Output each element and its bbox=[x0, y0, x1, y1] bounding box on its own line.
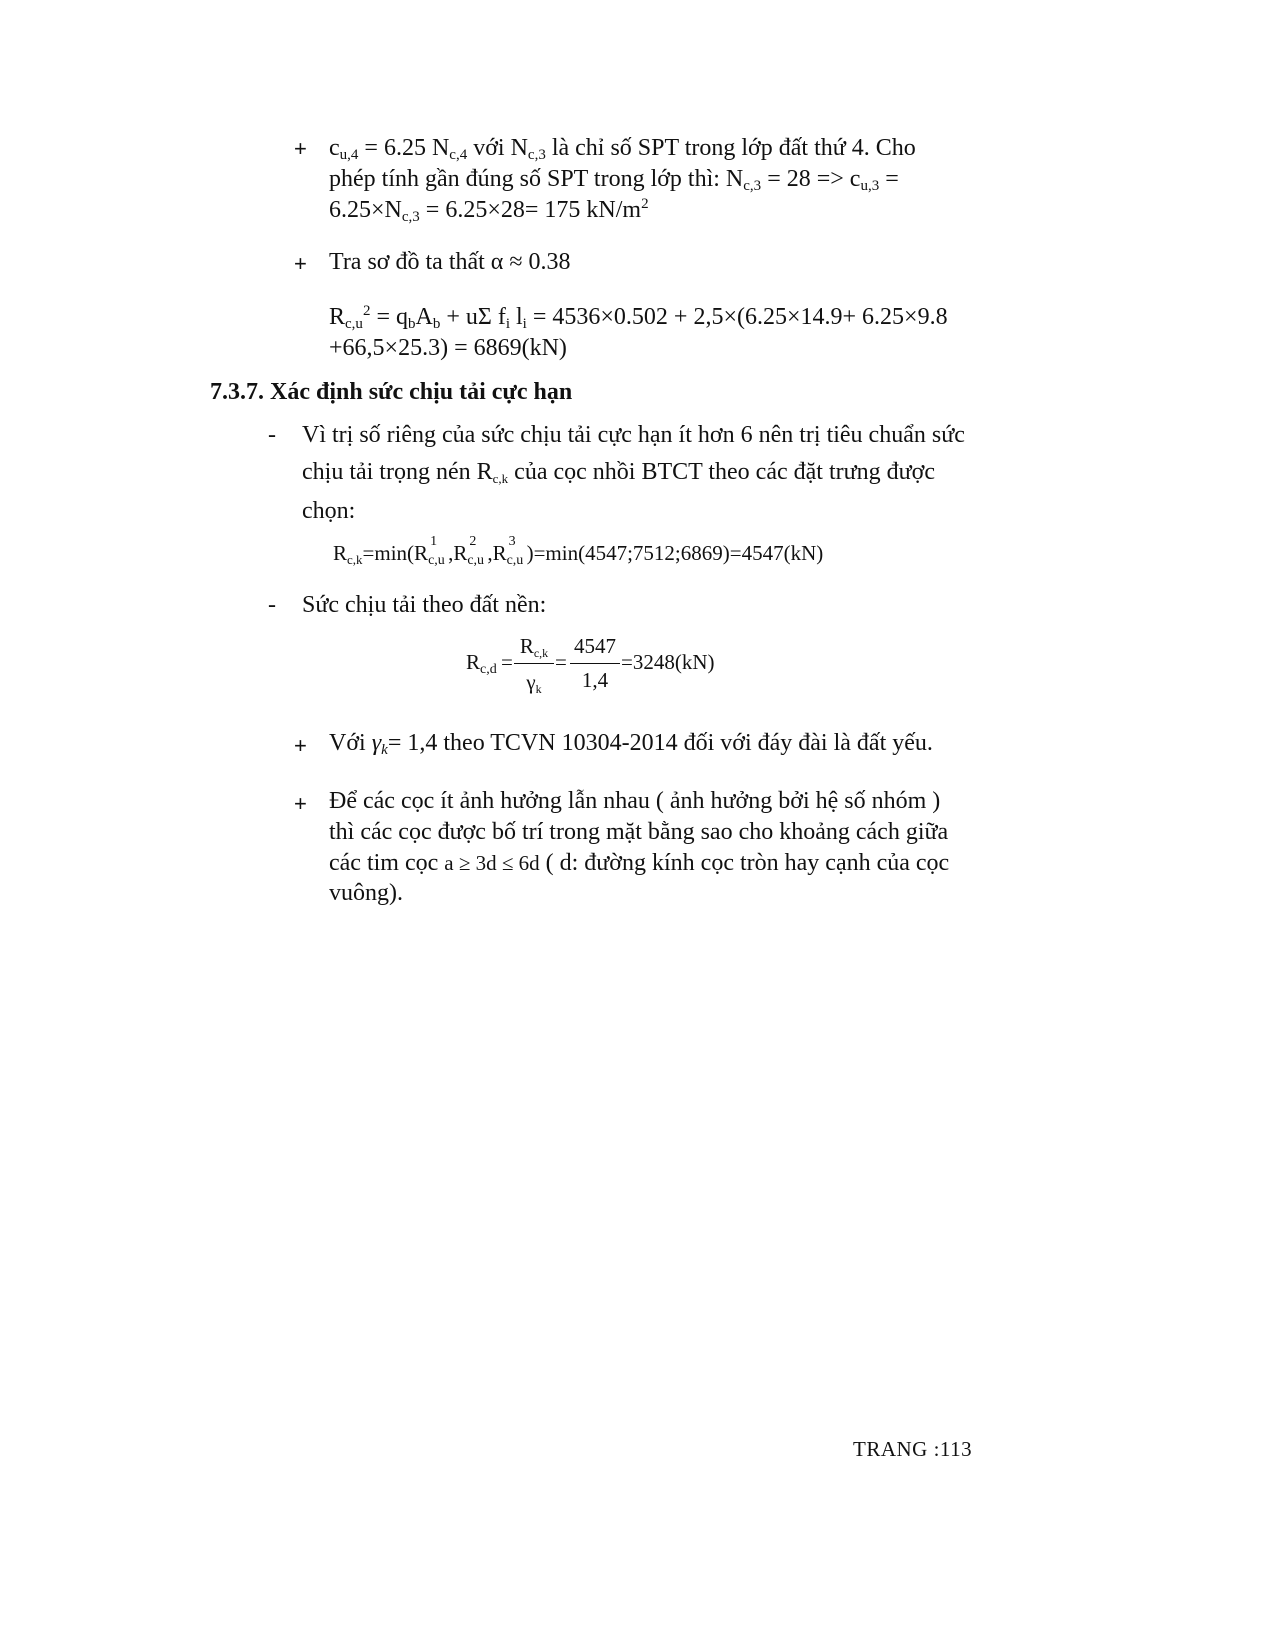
paragraph-line: chịu tải trọng nén $R_{c,k}$ của cọc nhồi BTCT theo các đặt trưng được bbox=[302, 459, 935, 486]
fraction-numerator: 4547 bbox=[574, 634, 616, 658]
dash-marker: - bbox=[268, 592, 276, 618]
document-page: + $c_{u,4} = 6.25$ $N_{c,4}$ với $N_{c,3}$ là chỉ số SPT trong lớp đất thứ 4. Cho phép tính gần đúng số SPT trong lớp thì: $N_{c,3} = 28 => c_{u,3}$ = $6.25\times N_{c,3} = 6.25\times 28= 175$ $kN/m^2$ + Tra sơ đồ ta thất α ≈ 0.38 $R_{c,u}^2 = q_bA_b + u\Sigma$ $f_i$ $l_i = 4536\times 0.502 + 2,5\times(6.25\times 14.9+ 6.25\times 9.8$ +66,5×25.3) = 6869(kN) 7.3.7. Xác định sức chịu tải cực hạn - Vì trị số riêng của sức chịu tải cực hạn ít hơn 6 nên trị tiêu chuẩn sức chịu tải trọng nén $R_{c,k}$ của cọc nhồi BTCT theo các đặt trưng được chọn: $R_{c,k}=\min(R$ 1 c,u ,R 2 c,u ,R 3 c,u )=min(4547;7512;6869)=4547(kN) - Sức chịu tải theo đất nền: $R_{c,d}$ = $R_{c,k}$ $\gamma_k$ = 4547 1,4 =3248(kN) + Với $\gamma_k= 1,4$ theo TCVN 10304-2014 đối với đáy đài là đất yếu. + Để các cọc ít ảnh hưởng lẫn nhau ( ảnh hưởng bởi hệ số nhóm ) thì các cọc được bố trí trong mặt bằng sao cho khoảng cách giữa các tim cọc a ≥ 3d ≤ 6d ( d: đường kính cọc tròn hay cạnh của cọc vuông). TRANG :113 bbox=[210, 135, 973, 1461]
bullet-text-line: vuông). bbox=[329, 880, 403, 906]
bullet-text-line: phép tính gần đúng số SPT trong lớp thì: $N_{c,3} = 28 => c_{u,3}$ = bbox=[329, 166, 899, 194]
paragraph-line: chọn: bbox=[302, 498, 356, 524]
bullet-text-line: $6.25\times N_{c,3} = 6.25\times 28= 175$ $kN/m^2$ bbox=[329, 196, 649, 225]
formula-line: +66,5×25.3) = 6869(kN) bbox=[329, 335, 567, 361]
bullet-text-line: Với $\gamma_k= 1,4$ theo TCVN 10304-2014 đối với đáy đài là đất yếu. bbox=[329, 730, 933, 758]
bullet-text-line: $c_{u,4} = 6.25$ $N_{c,4}$ với $N_{c,3}$ là chỉ số SPT trong lớp đất thứ 4. Cho bbox=[329, 135, 916, 163]
fraction-bar bbox=[570, 663, 620, 664]
fraction-numerator: $R_{c,k}$ bbox=[519, 634, 549, 660]
page-number: TRANG :113 bbox=[853, 1437, 973, 1461]
bullet-text-line: các tim cọc a ≥ 3d ≤ 6d ( d: đường kính cọc tròn hay cạnh của cọc bbox=[329, 850, 950, 876]
section-heading: 7.3.7. Xác định sức chịu tải cực hạn bbox=[210, 379, 573, 405]
formula-rck: $R_{c,k}=\min(R$ 1 c,u ,R 2 c,u ,R 3 c,u )=min(4547;7512;6869)=4547(kN) bbox=[333, 534, 824, 568]
dash-marker: - bbox=[268, 422, 276, 448]
fraction-denominator: $\gamma_k$ bbox=[526, 670, 542, 696]
fraction-bar bbox=[514, 663, 554, 664]
bullet-text-line: thì các cọc được bố trí trong mặt bằng sao cho khoảng cách giữa bbox=[329, 819, 949, 845]
bullet-marker: + bbox=[294, 733, 307, 758]
paragraph-line: Vì trị số riêng của sức chịu tải cực hạn ít hơn 6 nên trị tiêu chuẩn sức bbox=[302, 422, 965, 448]
formula-line: $R_{c,u}^2 = q_bA_b + u\Sigma$ $f_i$ $l_i = 4536\times 0.502 + 2,5\times(6.25\times 14.9+ 6.25\times 9.8$ bbox=[329, 303, 948, 332]
bullet-marker: + bbox=[294, 251, 307, 276]
fraction-denominator: 1,4 bbox=[581, 668, 609, 692]
paragraph-line: Sức chịu tải theo đất nền: bbox=[302, 592, 547, 618]
bullet-marker: + bbox=[294, 791, 307, 816]
bullet-text-line: Tra sơ đồ ta thất α ≈ 0.38 bbox=[329, 249, 571, 275]
bullet-marker: + bbox=[294, 136, 307, 161]
bullet-text-line: Để các cọc ít ảnh hưởng lẫn nhau ( ảnh hưởng bởi hệ số nhóm ) bbox=[329, 788, 941, 814]
